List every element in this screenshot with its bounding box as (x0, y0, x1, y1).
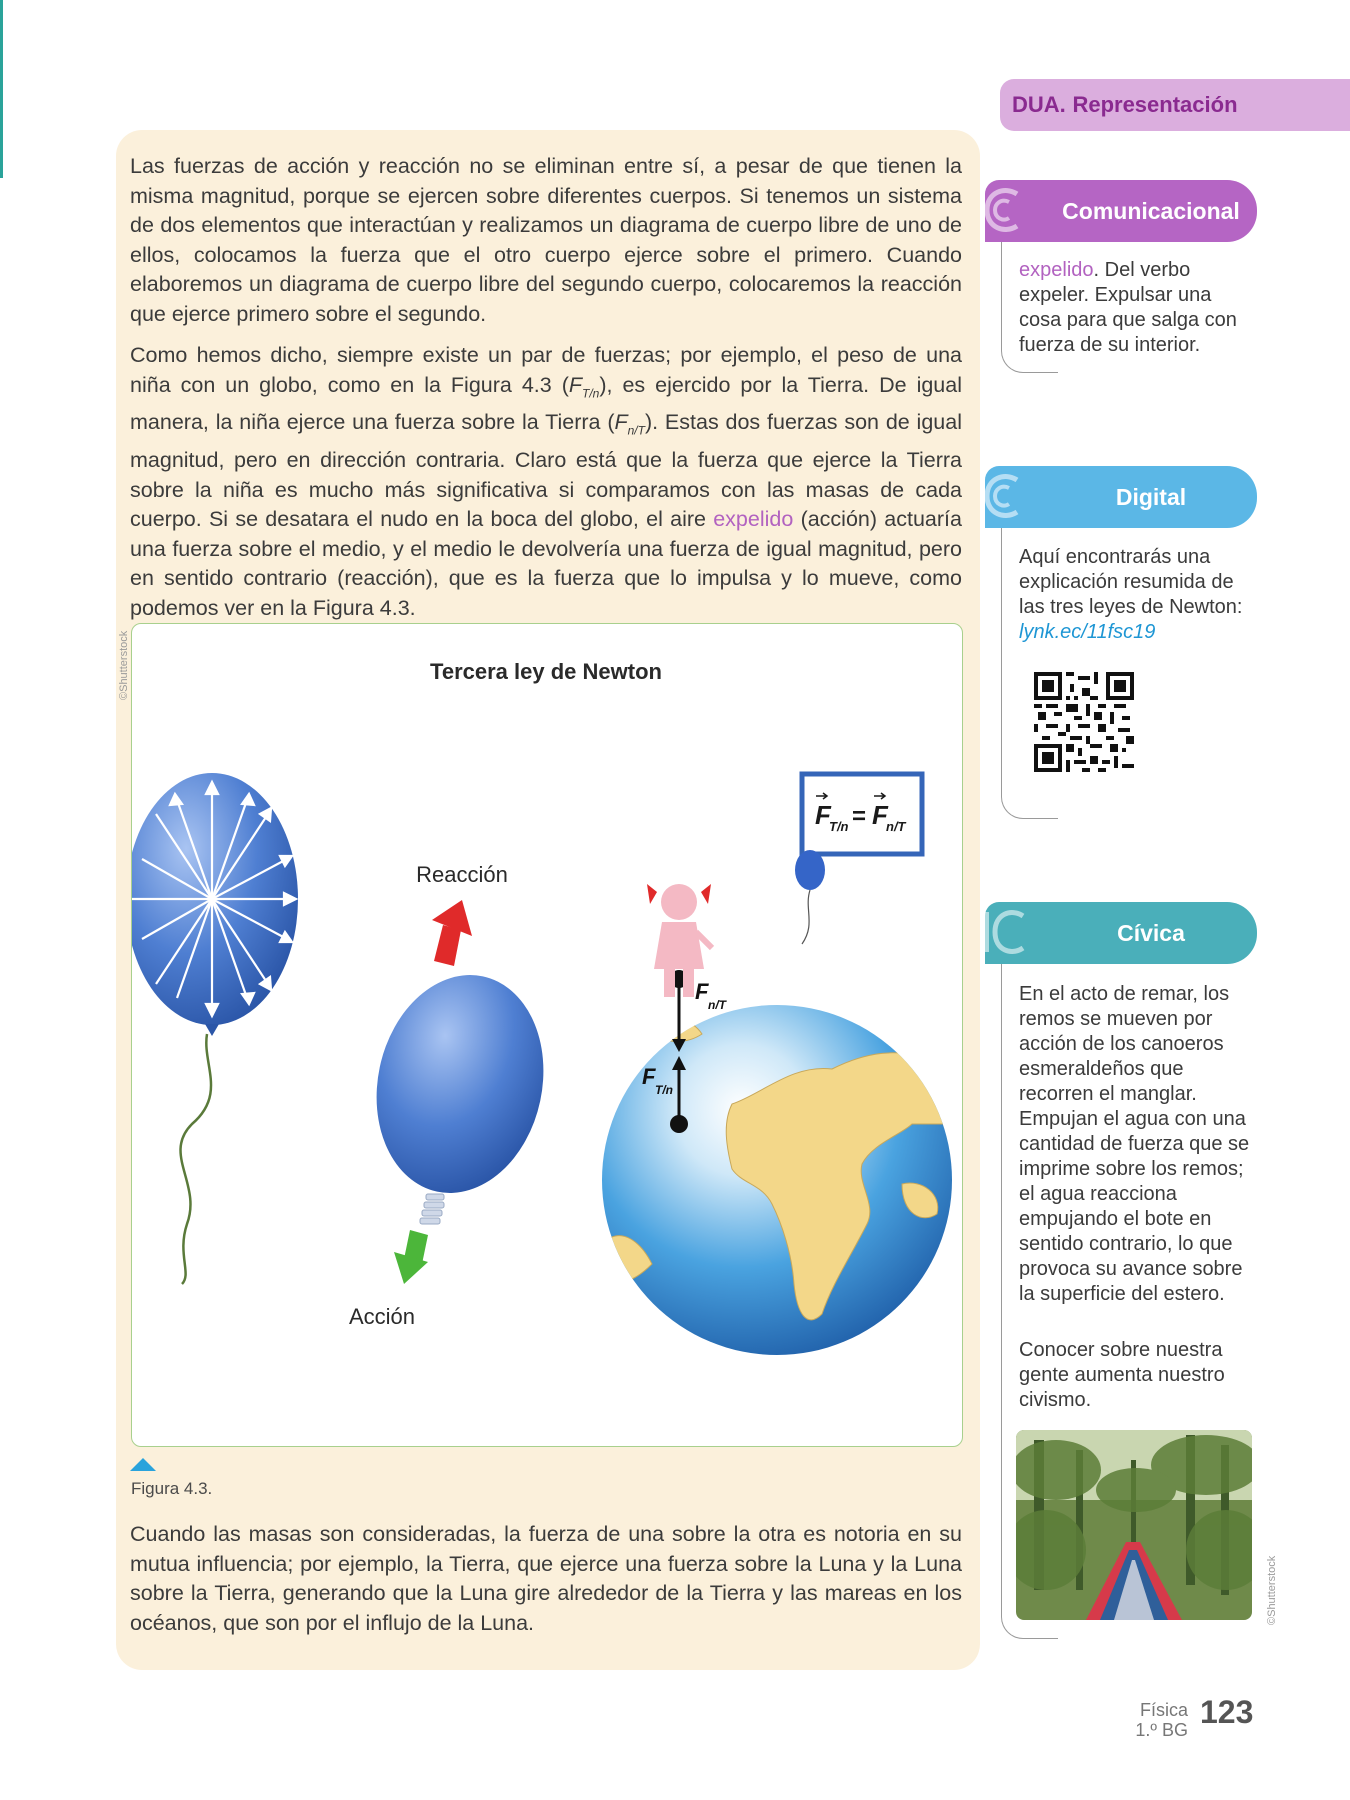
card-civica-header (985, 902, 1257, 964)
equation-box (802, 774, 922, 854)
page-number: 123 (1200, 1694, 1254, 1730)
svg-text:=: = (852, 803, 867, 830)
card-civica-label: Cívica (1117, 920, 1185, 946)
figure-caption: Figura 4.3. (131, 1479, 213, 1498)
dua-title: DUA. (1012, 92, 1066, 117)
label-F-Tn: F (642, 1064, 656, 1089)
card-digital-label: Digital (1115, 484, 1187, 510)
svg-text:n/T: n/T (708, 998, 726, 1012)
card-comunicacional-label: Comunicacional (1062, 198, 1240, 224)
figure-credit: ©Shutterstock (118, 630, 130, 700)
dua-subtitle: Representación (1072, 92, 1238, 117)
svg-text:F: F (815, 800, 831, 830)
svg-text:n/T: n/T (886, 819, 906, 834)
balloon-left (132, 773, 298, 1284)
balloon-middle (357, 900, 563, 1284)
digital-link[interactable]: lynk.ec/11fsc19 (1019, 621, 1156, 643)
svg-text:T/n: T/n (829, 819, 849, 834)
civica-icon (975, 900, 1035, 966)
card-civica-text: En el acto de remar, los remos se mueven por acción de los canoeros esmeraldeños que recorren el manglar. Empujan el agua con una cantidad de fuerza que se imprime sobre los remos; el agua reacciona empujando el bote en sentido contrario, lo que provoca su avance sobre la superficie del estero. (1019, 983, 1250, 1305)
paragraph-1: Las fuerzas de acción y reacción no se eliminan entre sí, a pesar de que tienen la misma magnitud, porque se ejercen sobre diferentes cuerpos. Si tenemos un sistema de dos elementos que interactúan y realizamos un diagrama de cuerpo libre de uno de ellos, colocamos la fuerza que el otro cuerpo ejerce sobre el primero. Cuando elaboremos un diagrama de cuerpo libre del segundo cuerpo, colocaremos la reacción que ejerce primero sobre el segundo. (130, 154, 962, 326)
canoe-mangrove-photo (1016, 1430, 1252, 1620)
label-F-nT: F (695, 979, 709, 1004)
card-comunicacional-text: expelido. Del verbo expeler. Expulsar una cosa para que salga con fuerza de su interior. (1019, 259, 1237, 356)
svg-text:F: F (872, 800, 888, 830)
dua-header (1000, 79, 1350, 131)
card-comunicacional-header (985, 180, 1257, 242)
earth-globe (602, 970, 956, 1355)
digital-icon (975, 464, 1035, 530)
card-civica-text-2: Conocer sobre nuestra gente aumenta nuestro civismo. (1019, 1339, 1225, 1411)
paragraph-2: Como hemos dicho, siempre existe un par de fuerzas; por ejemplo, el peso de una niña con un globo, como en la Figura 4.3 $(F_{T/n})$, es ejercido por la Tierra. De igual manera, la niña ejerce una fuerza sobre la Tierra $(F_{n/T})$. Estas dos fuerzas son de igual magnitud, pero en dirección contraria. Claro está que la fuerza que ejerce la Tierra sobre la niña es mucho más significativa si comparamos con las masas de cada cuerpo. Si se desatara el nudo en la boca del globo, el aire expelido (acción) actuaría una fuerza sobre el medio, y el medio le devolvería una fuerza de igual magnitud, pero en sentido contrario (reacción), que es la fuerza que lo impulsa y lo mueve, como podemos ver en la Figura 4.3. (130, 343, 962, 620)
figure-4-3 (131, 623, 963, 1447)
page-edge-rule (0, 0, 3, 178)
comunicacional-icon (975, 178, 1035, 244)
term-expelido-def: expelido (1019, 259, 1094, 281)
figure-marker (130, 1458, 156, 1471)
photo-credit: ©Shutterstock (1266, 1555, 1278, 1625)
qr-code[interactable] (1034, 672, 1134, 772)
figure-title: Tercera ley de Newton (430, 659, 662, 684)
card-digital-text: Aquí encontrarás una explicación resumida de las tres leyes de Newton: lynk.ec/11fsc19 (1019, 546, 1243, 643)
term-expelido: expelido (713, 507, 794, 532)
card-digital-header (985, 466, 1257, 528)
svg-text:T/n: T/n (655, 1083, 673, 1097)
girl-with-balloon (647, 850, 825, 997)
footer-subject: Física 1.º BG (1135, 1700, 1188, 1740)
label-reaccion: Reacción (416, 862, 508, 887)
paragraph-3: Cuando las masas son consideradas, la fuerza de una sobre la otra es notoria en su mutua influencia; por ejemplo, la Tierra, que ejerce una fuerza sobre la Luna y la Luna sobre la Tierra, generando que la Luna gire alrededor de la Tierra y las mareas en los océanos, que son por el influjo de la Luna. (130, 1522, 962, 1635)
label-accion: Acción (348, 1304, 416, 1329)
